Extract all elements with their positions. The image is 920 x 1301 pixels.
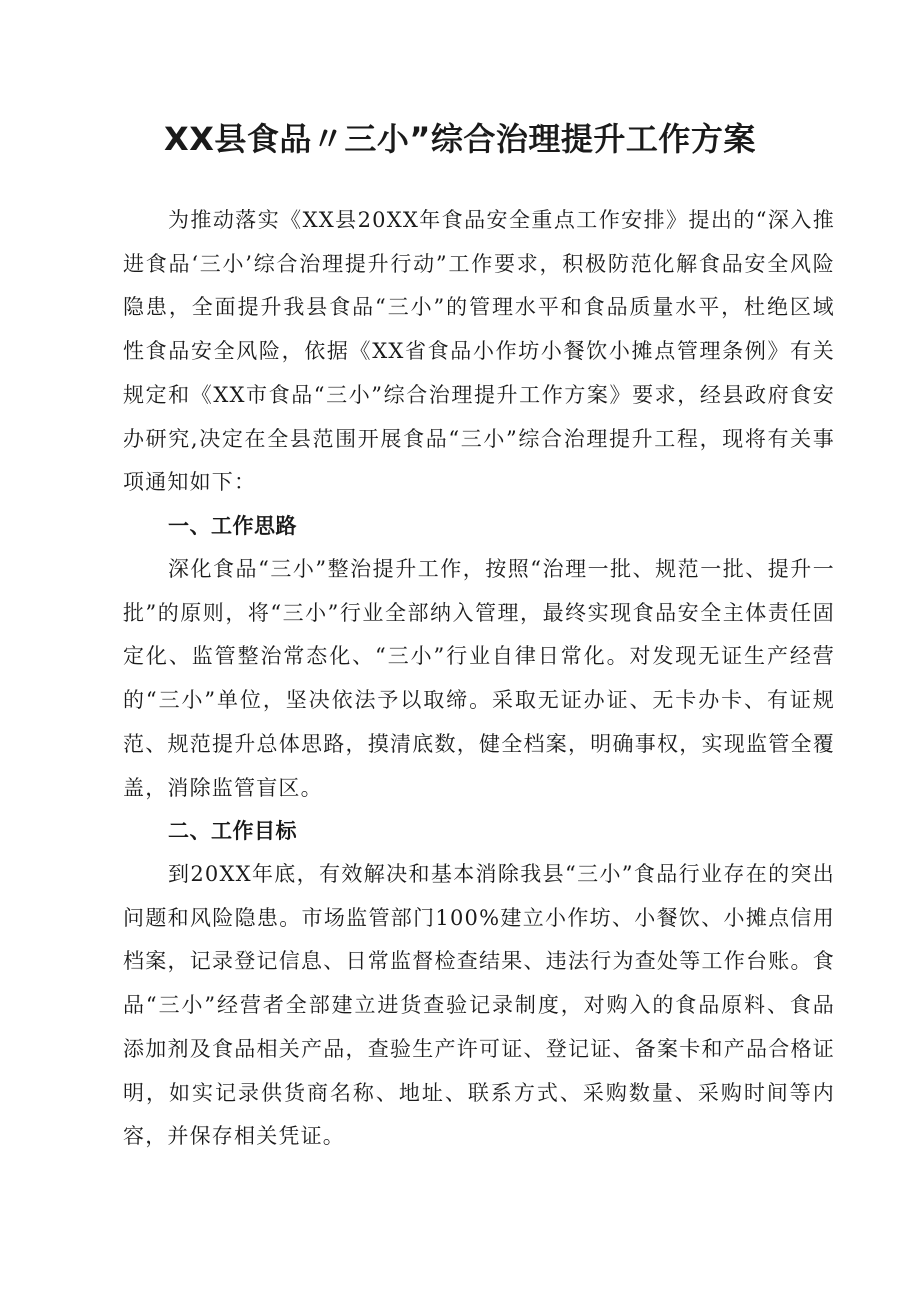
section-heading-work-approach: 一、工作思路 [168, 514, 297, 538]
intro-paragraph: 为推动落实《XX县20XX年食品安全重点工作安排》提出的“深入推进食品‘三小’综合治理提升行动”工作要求，积极防范化解食品安全风险隐患，全面提升我县食品“三小”的管理水平和食品质量水平，杜绝区域性食品安全风险，依据《XX省食品小作坊小餐饮小摊点管理条例》有关规定和《XX市食品“三小”综合治理提升工作方案》要求，经县政府食安办研究,决定在全县范围开展食品“三小”综合治理提升工程，现将有关事项通知如下： [123, 208, 835, 495]
section-body-work-approach: 深化食品“三小”整治提升工作，按照“治理一批、规范一批、提升一批”的原则，将“三小”行业全部纳入管理，最终实现食品安全主体责任固定化、监管整治常态化、“三小”行业自律日常化。对发现无证生产经营的“三小”单位，坚决依法予以取缔。采取无证办证、无卡办卡、有证规范、规范提升总体思路，摸清底数，健全档案，明确事权，实现监管全覆盖，消除监管盲区。 [123, 557, 835, 800]
section-body-work-goals: 到20XX年底，有效解决和基本消除我县“三小”食品行业存在的突出问题和风险隐患。市场监管部门100%建立小作坊、小餐饮、小摊点信用档案，记录登记信息、日常监督检查结果、违法行为查处等工作台账。食品“三小”经营者全部建立进货查验记录制度，对购入的食品原料、食品添加剂及食品相关产品，查验生产许可证、登记证、备案卡和产品合格证明，如实记录供货商名称、地址、联系方式、采购数量、采购时间等内容，并保存相关凭证。 [123, 862, 835, 1149]
document-title: XX县食品〃三小”综合治理提升工作方案 [164, 120, 756, 158]
section-heading-work-goals: 二、工作目标 [168, 819, 297, 843]
